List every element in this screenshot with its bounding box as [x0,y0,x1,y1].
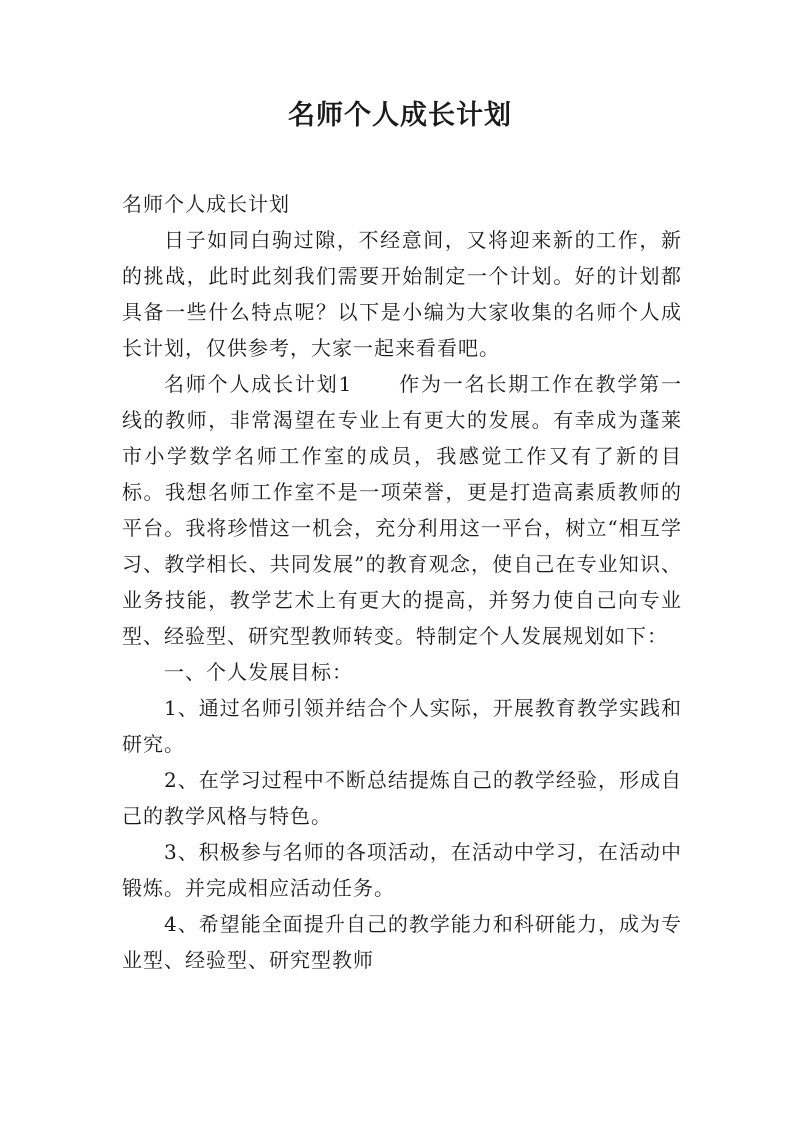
section1-label: 名师个人成长计划1 [164,372,353,396]
document-body [122,186,682,978]
goal-item-2: 2、在学习过程中不断总结提炼自己的教学经验，形成自己的教学风格与特色。 [122,768,682,828]
goals-heading: 一、个人发展目标： [164,660,353,684]
goal-item-1: 1、通过名师引领并结合个人实际，开展教育教学实践和研究。 [122,696,682,756]
section1-paragraph [122,366,682,654]
subheading: 名师个人成长计划 [122,192,290,216]
section1-text: 作为一名长期工作在教学第一线的教师，非常渴望在专业上有更大的发展。有幸成为蓬莱市小学数学名师工作室的成员，我感觉工作又有了新的目标。我想名师工作室不是一项荣誉，更是打造高素质教师的平台。我将珍惜这一机会，充分利用这一平台，树立“相互学习、教学相长、共同发展”的教育观念，使自己在专业知识、业务技能，教学艺术上有更大的提高，并努力使自己向专业型、经验型、研究型教师转变。特制定个人发展规划如下： [122,372,683,648]
goal-item-4: 4、希望能全面提升自己的教学能力和科研能力，成为专业型、经验型、研究型教师 [122,912,682,972]
intro-paragraph: 日子如同白驹过隙，不经意间，又将迎来新的工作，新的挑战，此时此刻我们需要开始制定一个计划。好的计划都具备一些什么特点呢？以下是小编为大家收集的名师个人成长计划，仅供参考，大家一起来看看吧。 [122,228,682,360]
document-title: 名师个人成长计划 [288,100,512,131]
goal-item-3: 3、积极参与名师的各项活动，在活动中学习，在活动中锻炼。并完成相应活动任务。 [122,840,682,900]
